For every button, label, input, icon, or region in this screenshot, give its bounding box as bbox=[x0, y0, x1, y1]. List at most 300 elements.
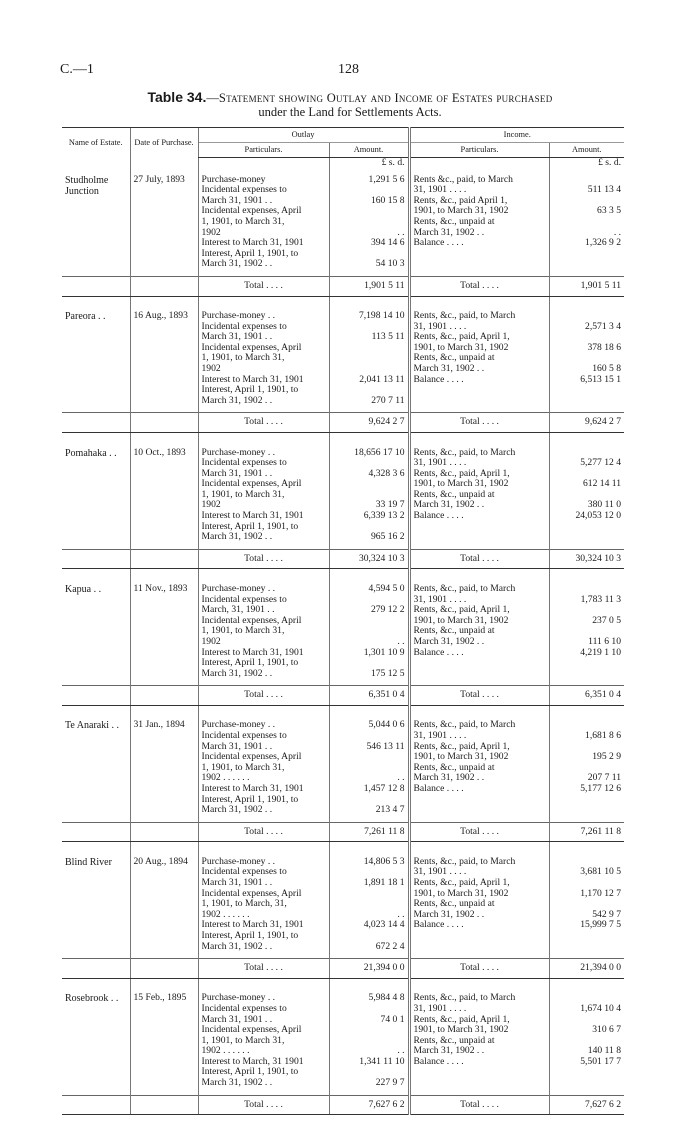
outlay-label-line: 1902 . . . . . . bbox=[201, 773, 250, 784]
income-total-label: Total . . . . bbox=[409, 959, 549, 979]
outlay-amount-block bbox=[333, 595, 405, 616]
income-label-line: Rents &c., paid, to March bbox=[413, 174, 513, 185]
income-item bbox=[414, 626, 546, 647]
outlay-item bbox=[202, 857, 326, 868]
outlay-amount: 4,594 5 0 bbox=[368, 582, 405, 594]
outlay-label-line: Interest to March 31, 1901 bbox=[201, 783, 304, 794]
estate-row bbox=[62, 714, 624, 822]
outlay-amount-block bbox=[333, 343, 405, 375]
outlay-amount: 227 9 7 bbox=[375, 1077, 405, 1089]
outlay-amount-block bbox=[333, 993, 405, 1004]
outlay-amount-block bbox=[333, 322, 405, 343]
income-amount-block bbox=[553, 448, 622, 469]
outlay-amount-block bbox=[333, 448, 405, 459]
income-label-line: March 31, 1902 . . bbox=[413, 909, 485, 920]
outlay-item bbox=[202, 889, 326, 921]
outlay-particulars bbox=[198, 578, 329, 686]
income-total-label: Total . . . . bbox=[409, 822, 549, 842]
outlay-total-label: Total . . . . bbox=[198, 276, 329, 296]
outlay-label-line: 1902 . . . . . . bbox=[201, 1046, 250, 1057]
outlay-amount: . . bbox=[397, 226, 405, 238]
header-income-particulars: Particulars. bbox=[409, 143, 549, 158]
income-total-label: Total . . . . bbox=[409, 549, 549, 569]
outlay-amount-block bbox=[333, 658, 405, 679]
income-amount: 511 13 4 bbox=[587, 184, 622, 196]
income-amount: 378 18 6 bbox=[587, 341, 622, 353]
outlay-particulars bbox=[198, 851, 329, 959]
income-amount-block bbox=[553, 784, 622, 795]
outlay-total-label: Total . . . . bbox=[198, 686, 329, 706]
outlay-amount-block bbox=[333, 731, 405, 752]
outlay-amount-block bbox=[333, 584, 405, 595]
income-amounts bbox=[549, 714, 624, 822]
outlay-amount: 175 12 5 bbox=[370, 667, 405, 679]
income-amounts bbox=[549, 851, 624, 959]
income-total-amount: 30,324 10 3 bbox=[549, 549, 624, 569]
income-amount: 160 5 8 bbox=[592, 363, 622, 375]
income-amount-block bbox=[553, 720, 622, 741]
outlay-total-amount: 21,394 0 0 bbox=[329, 959, 409, 979]
outlay-amount-block bbox=[333, 795, 405, 816]
outlay-amount-block bbox=[333, 752, 405, 784]
income-total-label: Total . . . . bbox=[409, 686, 549, 706]
income-amount-block bbox=[553, 1015, 622, 1036]
income-particulars bbox=[409, 578, 549, 686]
income-amount: 542 9 7 bbox=[592, 908, 622, 920]
outlay-amount: 279 12 2 bbox=[370, 604, 405, 616]
outlay-total-label: Total . . . . bbox=[198, 959, 329, 979]
outlay-item bbox=[202, 584, 326, 595]
income-label-line: Rents, &c., paid, April 1, bbox=[413, 741, 510, 752]
estate-name: Blind River bbox=[65, 856, 112, 868]
income-amount-block bbox=[553, 311, 622, 332]
outlay-label-line: Interest to March 31, 1901 bbox=[201, 920, 304, 931]
income-amount-block bbox=[553, 920, 622, 931]
outlay-amounts bbox=[329, 305, 409, 413]
outlay-label-line: 1902 bbox=[201, 636, 221, 647]
outlay-amount: . . bbox=[397, 1045, 405, 1057]
outlay-amount-block bbox=[333, 522, 405, 543]
income-amount: 4,219 1 10 bbox=[580, 646, 622, 658]
outlay-amount: . . bbox=[397, 772, 405, 784]
header-outlay-amount: Amount. bbox=[329, 143, 409, 158]
income-amount: 15,999 7 5 bbox=[580, 919, 622, 931]
outlay-item bbox=[202, 458, 326, 479]
income-label-line: 1901, to March 31, 1902 bbox=[413, 752, 509, 763]
purchase-date: 10 Oct., 1893 bbox=[130, 442, 198, 550]
outlay-item bbox=[202, 343, 326, 375]
income-total-amount: 7,261 11 8 bbox=[549, 822, 624, 842]
outlay-particulars bbox=[198, 987, 329, 1095]
outlay-item bbox=[202, 249, 326, 270]
outlay-total-label: Total . . . . bbox=[198, 549, 329, 569]
outlay-label-line: March 31, 1902 . . bbox=[201, 1078, 273, 1089]
outlay-amount: 4,328 3 6 bbox=[368, 467, 405, 479]
header-outlay-particulars: Particulars. bbox=[198, 143, 329, 158]
income-label-line: 31, 1901 . . . . bbox=[413, 867, 467, 878]
outlay-amount-block bbox=[333, 458, 405, 479]
income-label-line: 31, 1901 . . . . bbox=[413, 458, 467, 469]
income-label-line: Rents, &c., unpaid at bbox=[413, 216, 495, 227]
income-amount: 237 0 5 bbox=[592, 614, 622, 626]
outlay-label-line: Incidental expenses to bbox=[201, 594, 287, 605]
estate-total-row bbox=[62, 1095, 624, 1115]
outlay-amount: 4,023 14 4 bbox=[363, 919, 405, 931]
outlay-label-line: March 31, 1902 . . bbox=[201, 668, 273, 679]
purchase-date: 27 July, 1893 bbox=[130, 169, 198, 277]
outlay-label-line: Incidental expenses, April bbox=[201, 615, 302, 626]
income-amount-block bbox=[553, 332, 622, 353]
income-item bbox=[414, 375, 546, 386]
income-amount: 2,571 3 4 bbox=[585, 320, 622, 332]
outlay-label-line: Incidental expenses to bbox=[201, 867, 287, 878]
outlay-total-amount: 6,351 0 4 bbox=[329, 686, 409, 706]
outlay-lsd-header: £ s. d. bbox=[329, 158, 409, 169]
outlay-total-amount: 7,261 11 8 bbox=[329, 822, 409, 842]
outlay-label-line: Interest, April 1, 1901, to bbox=[201, 521, 299, 532]
income-item bbox=[414, 238, 546, 249]
income-amount: 380 11 0 bbox=[587, 499, 622, 511]
income-amount: 5,177 12 6 bbox=[580, 782, 622, 794]
outlay-particulars bbox=[198, 305, 329, 413]
income-label-line: Balance . . . . bbox=[413, 511, 464, 522]
outlay-label-line: March, 31, 1901 . . bbox=[201, 605, 275, 616]
income-total-amount: 6,351 0 4 bbox=[549, 686, 624, 706]
income-label-line: March 31, 1902 . . bbox=[413, 773, 485, 784]
income-label-line: 1901, to March 31, 1902 bbox=[413, 1025, 509, 1036]
outlay-item bbox=[202, 375, 326, 386]
statement-table bbox=[62, 127, 624, 1115]
outlay-amount: . . bbox=[397, 908, 405, 920]
outlay-label-line: 1902 bbox=[201, 227, 221, 238]
outlay-item bbox=[202, 752, 326, 784]
estate-name: Pareora . . bbox=[65, 311, 106, 323]
income-label-line: 1901, to March 31, 1902 bbox=[413, 888, 509, 899]
income-item bbox=[414, 763, 546, 784]
income-amount-block bbox=[553, 490, 622, 511]
income-label-line: Balance . . . . bbox=[413, 920, 464, 931]
income-amounts bbox=[549, 169, 624, 277]
table-number: Table 34. bbox=[147, 89, 207, 105]
outlay-amounts bbox=[329, 578, 409, 686]
income-amount: 5,277 12 4 bbox=[580, 457, 622, 469]
income-particulars bbox=[409, 987, 549, 1095]
header-name: Name of Estate. bbox=[62, 128, 130, 158]
income-amounts bbox=[549, 578, 624, 686]
outlay-label-line: Interest, April 1, 1901, to bbox=[201, 248, 299, 259]
income-amount: 5,501 17 7 bbox=[580, 1055, 622, 1067]
outlay-label-line: 1902 . . . . . . bbox=[201, 909, 250, 920]
income-amount-block bbox=[553, 605, 622, 626]
outlay-item bbox=[202, 385, 326, 406]
income-label-line: Rents, &c., unpaid at bbox=[413, 626, 495, 637]
estate-total-row bbox=[62, 276, 624, 296]
income-label-line: 31, 1901 . . . . bbox=[413, 594, 467, 605]
estate-total-row bbox=[62, 822, 624, 842]
outlay-amount-block bbox=[333, 206, 405, 238]
income-label-line: Rents, &c., paid, to March bbox=[413, 720, 516, 731]
income-amount: 195 2 9 bbox=[592, 751, 622, 763]
outlay-label-line: Purchase-money bbox=[201, 174, 266, 185]
outlay-label-line: Purchase-money . . bbox=[201, 583, 276, 594]
purchase-date: 31 Jan., 1894 bbox=[130, 714, 198, 822]
income-amount-block bbox=[553, 469, 622, 490]
outlay-amount-block bbox=[333, 720, 405, 731]
outlay-amount: 33 19 7 bbox=[375, 499, 405, 511]
income-item bbox=[414, 511, 546, 522]
outlay-label-line: 1, 1901, to March 31, bbox=[201, 489, 285, 500]
outlay-amount: 1,341 11 10 bbox=[359, 1055, 405, 1067]
income-item bbox=[414, 490, 546, 511]
estate-total-row bbox=[62, 686, 624, 706]
outlay-label-line: Incidental expenses, April bbox=[201, 752, 302, 763]
income-label-line: Rents, &c., paid, to March bbox=[413, 856, 516, 867]
outlay-amount: 7,198 14 10 bbox=[358, 310, 405, 322]
income-label-line: 1901, to March 31, 1902 bbox=[413, 206, 509, 217]
income-label-line: March 31, 1902 . . bbox=[413, 1046, 485, 1057]
income-amount: 1,326 9 2 bbox=[585, 237, 622, 249]
income-label-line: March 31, 1902 . . bbox=[413, 636, 485, 647]
header-date: Date of Purchase. bbox=[130, 128, 198, 158]
income-item bbox=[414, 584, 546, 605]
outlay-amount-block bbox=[333, 238, 405, 249]
outlay-amount: 18,656 17 10 bbox=[354, 446, 405, 458]
purchase-date: 16 Aug., 1893 bbox=[130, 305, 198, 413]
income-amount-block bbox=[553, 196, 622, 217]
outlay-total-amount: 1,901 5 11 bbox=[329, 276, 409, 296]
outlay-label-line: Interest, April 1, 1901, to bbox=[201, 385, 299, 396]
page-number: 128 bbox=[338, 62, 359, 77]
income-amount: 63 3 5 bbox=[597, 205, 622, 217]
income-item bbox=[414, 311, 546, 332]
outlay-amount-block bbox=[333, 1057, 405, 1068]
header-outlay: Outlay bbox=[198, 128, 409, 143]
outlay-amounts bbox=[329, 714, 409, 822]
income-item bbox=[414, 353, 546, 374]
outlay-label-line: March 31, 1902 . . bbox=[201, 805, 273, 816]
income-amount: . . bbox=[613, 226, 622, 238]
income-amount: 3,681 10 5 bbox=[580, 866, 622, 878]
income-label-line: Balance . . . . bbox=[413, 1056, 464, 1067]
outlay-label-line: Interest to March 31, 1901 bbox=[201, 647, 304, 658]
income-amount-block bbox=[553, 878, 622, 899]
estate-name: Kapua . . bbox=[65, 583, 102, 595]
income-amount: 140 11 8 bbox=[587, 1045, 622, 1057]
income-particulars bbox=[409, 169, 549, 277]
outlay-label-line: March 31, 1902 . . bbox=[201, 259, 273, 270]
outlay-label-line: Incidental expenses to bbox=[201, 458, 287, 469]
income-amount-block bbox=[553, 899, 622, 920]
outlay-item bbox=[202, 931, 326, 952]
income-total-label: Total . . . . bbox=[409, 276, 549, 296]
outlay-amount-block bbox=[333, 784, 405, 795]
income-amount-block bbox=[553, 584, 622, 605]
income-amount: 310 6 7 bbox=[592, 1024, 622, 1036]
outlay-amount-block bbox=[333, 889, 405, 921]
outlay-item bbox=[202, 1004, 326, 1025]
outlay-item bbox=[202, 720, 326, 731]
table-caption-tail: under the Land for Settlements Acts. bbox=[258, 105, 442, 119]
outlay-item bbox=[202, 206, 326, 238]
outlay-label-line: 1, 1901, to March, 31, bbox=[201, 899, 287, 910]
income-item bbox=[414, 605, 546, 626]
income-label-line: Rents, &c., paid, to March bbox=[413, 993, 516, 1004]
outlay-total-label: Total . . . . bbox=[198, 1095, 329, 1115]
outlay-total-amount: 7,627 6 2 bbox=[329, 1095, 409, 1115]
income-amount-block bbox=[553, 175, 622, 196]
income-label-line: March 31, 1902 . . bbox=[413, 227, 485, 238]
outlay-label-line: Incidental expenses to bbox=[201, 1003, 287, 1014]
table-title bbox=[40, 90, 660, 119]
outlay-label-line: Incidental expenses to bbox=[201, 731, 287, 741]
income-amount: 24,053 12 0 bbox=[575, 510, 622, 522]
income-label-line: Rents, &c., unpaid at bbox=[413, 762, 495, 773]
outlay-label-line: Incidental expenses to bbox=[201, 321, 287, 332]
estate-row bbox=[62, 442, 624, 550]
statement-table-wrapper bbox=[62, 127, 624, 1115]
outlay-label-line: Interest to March, 31 1901 bbox=[201, 1056, 304, 1067]
outlay-amount-block bbox=[333, 185, 405, 206]
outlay-label-line: March 31, 1902 . . bbox=[201, 395, 273, 406]
outlay-item bbox=[202, 993, 326, 1004]
income-item bbox=[414, 648, 546, 659]
income-amount-block bbox=[553, 763, 622, 784]
outlay-item bbox=[202, 238, 326, 249]
income-amount: 1,170 12 7 bbox=[580, 887, 622, 899]
income-item bbox=[414, 1057, 546, 1068]
outlay-amount: 160 15 8 bbox=[370, 194, 405, 206]
outlay-amount: 74 0 1 bbox=[380, 1013, 405, 1025]
income-total-amount: 9,624 2 7 bbox=[549, 413, 624, 433]
outlay-amount-block bbox=[333, 857, 405, 868]
outlay-amount: 6,339 13 2 bbox=[363, 510, 405, 522]
outlay-item bbox=[202, 867, 326, 888]
income-lsd-header: £ s. d. bbox=[549, 158, 624, 169]
estate-name: Pomahaka . . bbox=[65, 447, 117, 459]
outlay-amount: 54 10 3 bbox=[375, 258, 405, 270]
outlay-item bbox=[202, 175, 326, 186]
outlay-amount: 546 13 11 bbox=[366, 740, 405, 752]
income-label-line: Rents, &c., paid, April 1, bbox=[413, 468, 510, 479]
income-particulars bbox=[409, 714, 549, 822]
outlay-item bbox=[202, 616, 326, 648]
income-particulars bbox=[409, 442, 549, 550]
purchase-date: 15 Feb., 1895 bbox=[130, 987, 198, 1095]
outlay-amount: . . bbox=[397, 635, 405, 647]
income-amounts bbox=[549, 442, 624, 550]
income-label-line: Rents, &c., paid, April 1, bbox=[413, 332, 510, 343]
income-amount: 111 6 10 bbox=[588, 635, 622, 647]
outlay-amount-block bbox=[333, 648, 405, 659]
outlay-item bbox=[202, 511, 326, 522]
income-label-line: Balance . . . . bbox=[413, 374, 464, 385]
outlay-label-line: 1902 bbox=[201, 500, 221, 511]
header-income-amount: Amount. bbox=[549, 143, 624, 158]
estate-row bbox=[62, 169, 624, 277]
outlay-label-line: Incidental expenses to bbox=[201, 185, 287, 196]
outlay-label-line: March 31, 1901 . . bbox=[201, 1014, 273, 1025]
outlay-amount: 113 5 11 bbox=[371, 331, 405, 343]
outlay-amount-block bbox=[333, 479, 405, 511]
outlay-particulars bbox=[198, 714, 329, 822]
outlay-amount-block bbox=[333, 1004, 405, 1025]
outlay-item bbox=[202, 185, 326, 206]
outlay-amount-block bbox=[333, 1067, 405, 1088]
estate-total-row bbox=[62, 413, 624, 433]
income-item bbox=[414, 742, 546, 763]
outlay-label-line: Interest, April 1, 1901, to bbox=[201, 658, 299, 669]
income-label-line: Balance . . . . bbox=[413, 647, 464, 658]
outlay-label-line: March 31, 1901 . . bbox=[201, 195, 273, 206]
estate-total-row bbox=[62, 959, 624, 979]
outlay-amount-block bbox=[333, 175, 405, 186]
outlay-amount-block bbox=[333, 385, 405, 406]
outlay-label-line: Interest to March 31, 1901 bbox=[201, 374, 304, 385]
income-item bbox=[414, 448, 546, 469]
income-item bbox=[414, 332, 546, 353]
outlay-label-line: Interest to March 31, 1901 bbox=[201, 511, 304, 522]
outlay-amount: 1,457 12 8 bbox=[363, 782, 405, 794]
income-label-line: 31, 1901 . . . . bbox=[413, 731, 467, 741]
outlay-amount: 1,891 18 1 bbox=[363, 877, 405, 889]
estate-name: Rosebrook . . bbox=[65, 993, 119, 1005]
income-label-line: Rents, &c., paid, April 1, bbox=[413, 878, 510, 889]
outlay-item bbox=[202, 795, 326, 816]
outlay-amounts bbox=[329, 987, 409, 1095]
page-reference: C.—1 bbox=[60, 62, 94, 77]
outlay-item bbox=[202, 920, 326, 931]
estate-name: Studholme Junction bbox=[65, 174, 109, 197]
income-label-line: 1901, to March 31, 1902 bbox=[413, 615, 509, 626]
outlay-label-line: 1, 1901, to March 31, bbox=[201, 626, 285, 637]
outlay-label-line: Purchase-money . . bbox=[201, 447, 276, 458]
outlay-label-line: March 31, 1901 . . bbox=[201, 741, 273, 752]
outlay-item bbox=[202, 784, 326, 795]
outlay-amount-block bbox=[333, 511, 405, 522]
income-item bbox=[414, 217, 546, 238]
outlay-particulars bbox=[198, 169, 329, 277]
income-item bbox=[414, 920, 546, 931]
outlay-label-line: Purchase-money . . bbox=[201, 720, 276, 731]
estate-row bbox=[62, 305, 624, 413]
income-item bbox=[414, 878, 546, 899]
outlay-amount: 1,291 5 6 bbox=[368, 173, 405, 185]
income-item bbox=[414, 784, 546, 795]
income-particulars bbox=[409, 851, 549, 959]
outlay-label-line: 1, 1901, to March 31, bbox=[201, 353, 285, 364]
income-label-line: Rents, &c., unpaid at bbox=[413, 899, 495, 910]
outlay-total-label: Total . . . . bbox=[198, 413, 329, 433]
income-label-line: Rents, &c., paid April 1, bbox=[413, 195, 508, 206]
outlay-amounts bbox=[329, 851, 409, 959]
income-amount-block bbox=[553, 511, 622, 522]
income-amount-block bbox=[553, 1036, 622, 1057]
income-label-line: Rents, &c., paid, April 1, bbox=[413, 1014, 510, 1025]
outlay-total-amount: 30,324 10 3 bbox=[329, 549, 409, 569]
income-label-line: March 31, 1902 . . bbox=[413, 364, 485, 375]
outlay-label-line: March 31, 1902 . . bbox=[201, 532, 273, 543]
outlay-amount: 14,806 5 3 bbox=[363, 855, 405, 867]
outlay-amount-block bbox=[333, 249, 405, 270]
outlay-item bbox=[202, 1025, 326, 1057]
income-amount: 6,513 15 1 bbox=[580, 373, 622, 385]
income-total-label: Total . . . . bbox=[409, 413, 549, 433]
outlay-amount: 672 2 4 bbox=[375, 940, 405, 952]
income-item bbox=[414, 993, 546, 1014]
income-amount-block bbox=[553, 742, 622, 763]
income-label-line: 1901, to March 31, 1902 bbox=[413, 479, 509, 490]
outlay-label-line: Interest, April 1, 1901, to bbox=[201, 794, 299, 805]
